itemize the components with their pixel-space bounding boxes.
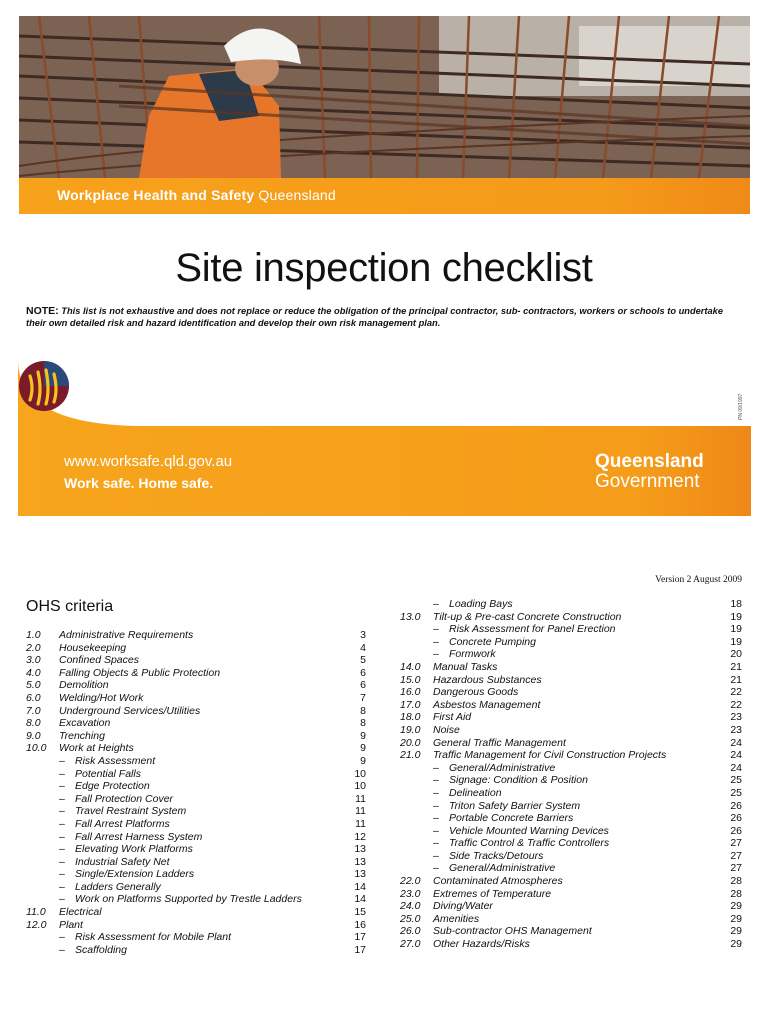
toc-item-number: 10.0 [26, 742, 47, 755]
dash-glyph: – [59, 780, 65, 793]
version-label: Version 2 August 2009 [655, 575, 742, 585]
toc-item-label: General Traffic Management [433, 736, 566, 749]
toc-item-label: Single/Extension Ladders [75, 868, 195, 881]
toc-item-page: 27 [730, 862, 742, 875]
toc-item-page: 24 [730, 749, 742, 762]
dash-glyph: – [433, 648, 439, 661]
toc-item [26, 717, 366, 730]
dash-glyph: – [59, 943, 65, 956]
toc-subitem [26, 818, 366, 831]
toc-subitem [26, 893, 366, 906]
queensland-crest-icon [18, 360, 70, 412]
toc-heading: OHS criteria [26, 598, 114, 615]
toc-item-page: 26 [730, 799, 742, 812]
toc-item-label: Underground Services/Utilities [59, 704, 201, 717]
toc-item-page: 11 [355, 792, 366, 805]
toc-item-page: 27 [730, 849, 742, 862]
toc-item [26, 642, 366, 655]
dash-glyph: – [433, 799, 439, 812]
toc-item-page: 26 [730, 812, 742, 825]
dash-glyph: – [433, 824, 439, 837]
toc-subitem [400, 787, 742, 800]
toc-item-page: 7 [360, 691, 366, 704]
note-label: NOTE: [26, 305, 59, 317]
toc-item-number: 8.0 [26, 717, 41, 730]
toc-subitem [26, 881, 366, 894]
toc-item [400, 913, 742, 926]
toc-subitem [400, 800, 742, 813]
toc-item-number: 14.0 [400, 660, 421, 673]
toc-item [400, 925, 742, 938]
toc-item-label: Traffic Management for Civil Construction Projects [433, 749, 667, 762]
toc-item-number: 15.0 [400, 673, 421, 686]
toc-item-page: 19 [730, 623, 742, 636]
construction-photo [19, 16, 750, 178]
toc-item-page: 13 [354, 855, 366, 868]
toc-item [400, 611, 742, 624]
toc-item-page: 10 [354, 780, 366, 793]
toc-item-page: 8 [360, 704, 366, 717]
government-name-line2: Government [595, 471, 700, 492]
toc-subitem [400, 850, 742, 863]
dash-glyph: – [433, 774, 439, 787]
dash-glyph: – [59, 855, 65, 868]
toc-item [400, 938, 742, 951]
toc-item-page: 29 [730, 938, 742, 951]
toc-item [400, 888, 742, 901]
toc-item-label: Dangerous Goods [433, 686, 519, 699]
toc-item-label: Risk Assessment [75, 754, 156, 767]
toc-item [26, 906, 366, 919]
toc-item-label: Fall Protection Cover [75, 792, 174, 805]
toc-item-page: 9 [360, 754, 366, 767]
toc-item-number: 11.0 [26, 906, 46, 919]
toc-item-label: Formwork [449, 648, 496, 661]
toc-item [26, 730, 366, 743]
toc-subitem [26, 856, 366, 869]
toc-item-label: Demolition [59, 679, 109, 692]
toc-item-page: 9 [360, 742, 366, 755]
toc-item-label: Risk Assessment for Panel Erection [449, 623, 616, 636]
toc-subitem [400, 812, 742, 825]
toc-subitem [400, 862, 742, 875]
toc-item-page: 24 [730, 736, 742, 749]
toc-item-page: 29 [730, 912, 742, 925]
toc-item-page: 23 [730, 723, 742, 736]
toc-item-label: Manual Tasks [433, 660, 498, 673]
toc-item-label: Triton Safety Barrier System [449, 799, 581, 812]
agency-name-light: Queensland [258, 187, 336, 203]
toc-item-page: 17 [354, 943, 366, 956]
dash-glyph: – [433, 812, 439, 825]
toc-item-label: Fall Arrest Platforms [75, 817, 170, 830]
toc-item-number: 9.0 [26, 729, 41, 742]
toc-item-label: Scaffolding [75, 943, 127, 956]
toc-item [26, 679, 366, 692]
toc-item [400, 699, 742, 712]
dash-glyph: – [59, 880, 65, 893]
toc-item-page: 28 [730, 875, 742, 888]
toc-subitem [26, 931, 366, 944]
dash-glyph: – [433, 849, 439, 862]
toc-item-label: Side Tracks/Detours [449, 849, 544, 862]
toc-item-number: 13.0 [400, 610, 421, 623]
toc-item-number: 2.0 [26, 641, 41, 654]
hero-banner [19, 16, 750, 214]
toc-item-page: 22 [730, 686, 742, 699]
dash-glyph: – [59, 805, 65, 818]
toc-item-label: Vehicle Mounted Warning Devices [449, 824, 609, 837]
toc-item-label: Elevating Work Platforms [75, 843, 193, 856]
toc-left-column [26, 629, 366, 956]
toc-item-label: Diving/Water [433, 900, 493, 913]
toc-item-page: 11 [355, 817, 366, 830]
dash-glyph: – [433, 623, 439, 636]
toc-subitem [26, 780, 366, 793]
toc-item-label: Hazardous Substances [433, 673, 542, 686]
toc-item-number: 4.0 [26, 666, 41, 679]
toc-item-page: 8 [360, 717, 366, 730]
toc-item-label: Signage: Condition & Position [449, 774, 588, 787]
toc-item-page: 17 [354, 931, 366, 944]
toc-item-number: 6.0 [26, 691, 41, 704]
dash-glyph: – [433, 598, 439, 610]
toc-item-page: 6 [360, 679, 366, 692]
toc-item-label: Trenching [59, 729, 105, 742]
toc-subitem [26, 831, 366, 844]
toc-item-page: 21 [730, 660, 742, 673]
toc-item-page: 25 [730, 774, 742, 787]
toc-item-page: 5 [360, 654, 366, 667]
toc-item-label: Industrial Safety Net [75, 855, 170, 868]
dash-glyph: – [59, 767, 65, 780]
toc-item-label: Travel Restraint System [75, 805, 187, 818]
toc-subitem [400, 774, 742, 787]
toc-item-number: 23.0 [400, 887, 421, 900]
toc-item-label: Potential Falls [75, 767, 141, 780]
toc-subitem [400, 648, 742, 661]
toc-item-page: 15 [354, 906, 366, 919]
toc-item-page: 6 [360, 666, 366, 679]
toc-item-page: 25 [730, 786, 742, 799]
toc-subitem [400, 623, 742, 636]
toc-item [400, 724, 742, 737]
toc-item-label: Fall Arrest Harness System [75, 830, 203, 843]
toc-item-label: Tilt-up & Pre-cast Concrete Construction [433, 610, 622, 623]
toc-item-label: Excavation [59, 717, 111, 730]
page-title: Site inspection checklist [175, 246, 593, 290]
toc-item-page: 14 [354, 880, 366, 893]
toc-item [26, 667, 366, 680]
toc-item-label: General/Administrative [449, 761, 556, 774]
toc-item-page: 20 [730, 648, 742, 661]
toc-item [400, 749, 742, 762]
toc-item-label: Work at Heights [59, 742, 134, 755]
toc-subitem [26, 755, 366, 768]
agency-band [19, 178, 750, 214]
toc-subitem [26, 768, 366, 781]
toc-item-number: 1.0 [26, 629, 41, 641]
toc-item [26, 742, 366, 755]
dash-glyph: – [59, 830, 65, 843]
toc-item-number: 12.0 [26, 918, 47, 931]
toc-item [26, 629, 366, 642]
toc-item-page: 18 [730, 598, 742, 610]
dash-glyph: – [433, 786, 439, 799]
toc-item-page: 24 [730, 761, 742, 774]
toc-subitem [400, 762, 742, 775]
toc-item-label: Confined Spaces [59, 654, 139, 667]
toc-item-page: 19 [730, 610, 742, 623]
toc-item-label: Edge Protection [75, 780, 150, 793]
toc-item-number: 26.0 [400, 925, 421, 938]
toc-subitem [26, 793, 366, 806]
publication-code-text: PN 09/1997 [738, 393, 744, 420]
toc-item-number: 5.0 [26, 679, 41, 692]
toc-subitem [400, 825, 742, 838]
toc-item-page: 11 [355, 805, 366, 818]
toc-item-label: Traffic Control & Traffic Controllers [449, 837, 610, 850]
toc-item-page: 29 [730, 900, 742, 913]
toc-item-page: 23 [730, 711, 742, 724]
toc-item [26, 692, 366, 705]
dash-glyph: – [433, 761, 439, 774]
toc-item-label: First Aid [433, 711, 472, 724]
agency-name [57, 187, 336, 203]
toc-item-page: 28 [730, 887, 742, 900]
toc-item-label: Plant [59, 918, 83, 931]
government-name-line1: Queensland [595, 451, 704, 472]
toc-subitem [400, 837, 742, 850]
toc-item-label: Housekeeping [59, 641, 127, 654]
toc-item-label: Administrative Requirements [59, 629, 194, 641]
dash-glyph: – [433, 862, 439, 875]
toc-item [400, 661, 742, 674]
government-name [595, 452, 704, 492]
dash-glyph: – [433, 635, 439, 648]
toc-item-number: 25.0 [400, 912, 421, 925]
dash-glyph: – [433, 837, 439, 850]
toc-item-label: Falling Objects & Public Protection [59, 666, 221, 679]
toc-item-page: 14 [354, 893, 366, 906]
toc-item-label: Concrete Pumping [449, 635, 536, 648]
toc-item-page: 16 [354, 918, 366, 931]
toc-item-number: 7.0 [26, 704, 41, 717]
toc-item [400, 711, 742, 724]
toc-item-page: 26 [730, 824, 742, 837]
toc-item-label: General/Administrative [449, 862, 556, 875]
toc-item-label: Welding/Hot Work [59, 691, 144, 704]
toc-item-label: Ladders Generally [75, 880, 161, 893]
toc-item-page: 13 [354, 843, 366, 856]
toc-item-page: 27 [730, 837, 742, 850]
toc-subitem [26, 805, 366, 818]
dash-glyph: – [59, 868, 65, 881]
toc-item-number: 24.0 [400, 900, 421, 913]
dash-glyph: – [59, 843, 65, 856]
disclaimer-note [26, 305, 742, 329]
toc-item-label: Work on Platforms Supported by Trestle Ladders [75, 893, 302, 906]
toc-item-number: 17.0 [400, 698, 421, 711]
toc-item-page: 19 [730, 635, 742, 648]
toc-item-page: 29 [730, 925, 742, 938]
toc-item-label: Sub-contractor OHS Management [433, 925, 592, 938]
toc-subitem [400, 598, 742, 611]
toc-item-number: 16.0 [400, 686, 421, 699]
toc-item [400, 875, 742, 888]
toc-subitem [26, 944, 366, 957]
toc-subitem [400, 636, 742, 649]
toc-item-page: 9 [360, 729, 366, 742]
toc-item [400, 686, 742, 699]
toc-item-label: Risk Assessment for Mobile Plant [75, 931, 231, 944]
note-text: This list is not exhaustive and does not replace or reduce the obligation of the principal contractor, sub- contractors, workers or schools to undertake their own detailed risk and hazard identification and develop their own risk management plan. [26, 306, 724, 328]
toc-item-page: 21 [730, 673, 742, 686]
toc-item-label: Noise [433, 723, 460, 736]
toc-item-label: Portable Concrete Barriers [449, 812, 574, 825]
toc-item-number: 22.0 [400, 875, 421, 888]
website-url: www.worksafe.qld.gov.au [64, 453, 233, 470]
dash-glyph: – [59, 931, 65, 944]
toc-item-number: 3.0 [26, 654, 41, 667]
dash-glyph: – [59, 754, 65, 767]
dash-glyph: – [59, 893, 65, 906]
toc-item-label: Amenities [433, 912, 480, 925]
toc-item-page: 4 [360, 641, 366, 654]
toc-item-label: Extremes of Temperature [433, 887, 552, 900]
toc-item [400, 737, 742, 750]
toc-item-number: 20.0 [400, 736, 421, 749]
toc-item-page: 12 [354, 830, 366, 843]
toc-item-label: Electrical [59, 906, 102, 919]
toc-item [400, 900, 742, 913]
toc-item [26, 919, 366, 932]
toc-subitem [26, 843, 366, 856]
toc-item-label: Contaminated Atmospheres [433, 875, 563, 888]
toc-item-number: 18.0 [400, 711, 421, 724]
agency-name-bold: Workplace Health and Safety [57, 187, 255, 203]
toc-item-number: 27.0 [400, 938, 421, 951]
toc-right-column [400, 598, 742, 951]
dash-glyph: – [59, 817, 65, 830]
dash-glyph: – [59, 792, 65, 805]
toc-item-page: 22 [730, 698, 742, 711]
slogan: Work safe. Home safe. [64, 475, 214, 491]
brand-panel [18, 360, 751, 516]
toc-item-label: Delineation [449, 786, 502, 799]
toc-item-page: 13 [354, 868, 366, 881]
toc-item [26, 705, 366, 718]
toc-item [400, 674, 742, 687]
toc-item-page: 3 [360, 629, 366, 641]
toc-subitem [26, 868, 366, 881]
toc-item-label: Other Hazards/Risks [433, 938, 530, 951]
toc-item-page: 10 [354, 767, 366, 780]
toc-item-number: 21.0 [400, 749, 421, 762]
toc-item [26, 654, 366, 667]
toc-item-label: Asbestos Management [433, 698, 541, 711]
toc-item-number: 19.0 [400, 723, 421, 736]
toc-item-label: Loading Bays [449, 598, 513, 610]
